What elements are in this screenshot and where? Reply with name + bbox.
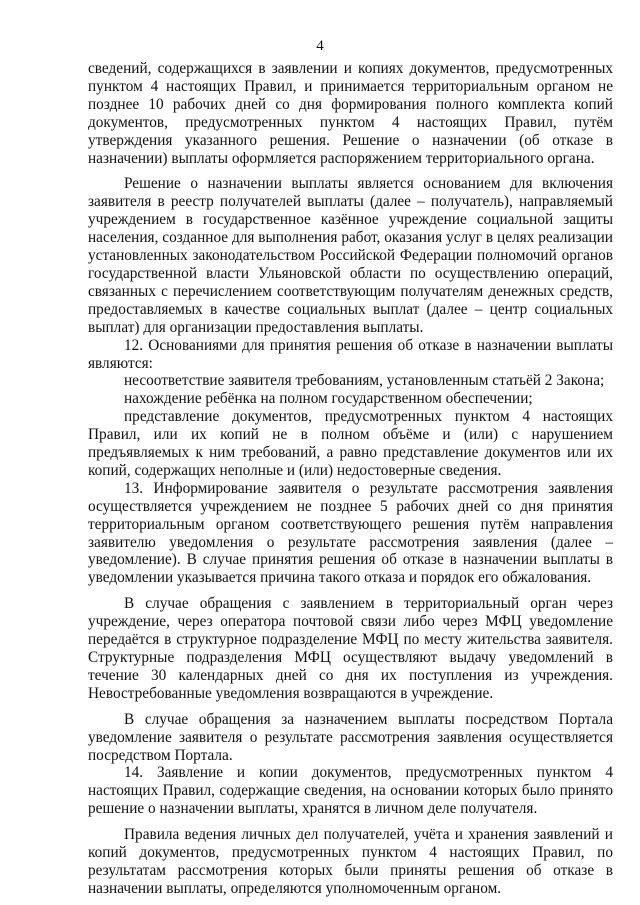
page-number: 4 — [316, 38, 324, 54]
paragraph-13: 13. Информирование заявителя о результате рассмотрения заявления осуществляется учреждением не позднее 5 рабочих дней со дня принятия территориальным органом соответствующего решения путём направления заявителю уведомления о результате рассмотрения заявления (далее – уведомление). В случае принятия решения об отказе в назначении выплаты в уведомлении указывается причина такого отказа и порядок его обжалования. — [88, 479, 613, 587]
paragraph-14-rules: Правила ведения личных дел получателей, учёта и хранения заявлений и копий документов, предусмотренных пунктом 4 настоящих Правил, по результатам рассмотрения которых были приняты решения об отказе в назначении выплаты, определяются уполномоченным органом. — [88, 826, 613, 897]
paragraph-12: 12. Основаниями для принятия решения об отказе в назначении выплаты являются: — [88, 336, 613, 372]
paragraph-13-portal: В случае обращения за назначением выплаты посредством Портала уведомление заявителя о результате рассмотрения заявления осуществляется посредством Портала. — [88, 710, 613, 764]
paragraph-12-item-1: несоответствие заявителя требованиям, установленным статьёй 2 Закона; — [124, 372, 605, 390]
paragraph-12-item-2: нахождение ребёнка на полном государственном обеспечении; — [124, 390, 533, 408]
document-body — [88, 60, 613, 898]
paragraph-continuation: сведений, содержащихся в заявлении и копиях документов, предусмотренных пунктом 4 настоящих Правил, и принимается территориальным органом не позднее 10 рабочих дней со дня формирования полного комплекта копий документов, предусмотренных пунктом 4 настоящих Правил, путём утверждения указанного решения. Решение о назначении (об отказе в назначении) выплаты оформляется распоряжением территориального органа. — [88, 60, 613, 167]
paragraph-12-item-3: представление документов, предусмотренных пунктом 4 настоящих Правил, или их копий не в полном объёме и (или) с нарушением предъявляемых к ним требований, а равно представление документов или их копий, содержащих неполные и (или) недостоверные сведения. — [88, 408, 613, 479]
paragraph-13-mfc: В случае обращения с заявлением в территориальный орган через учреждение, через оператора почтовой связи либо через МФЦ уведомление передаётся в структурное подразделение МФЦ по месту жительства заявителя. Структурные подразделения МФЦ осуществляют выдачу уведомлений в течение 30 календарных дней со дня их поступления из учреждения. Невостребованные уведомления возвращаются в учреждение. — [88, 595, 613, 702]
paragraph-14: 14. Заявление и копии документов, предусмотренных пунктом 4 настоящих Правил, содержащие сведения, на основании которых было принято решение о назначении выплаты, хранятся в личном деле получателя. — [88, 764, 613, 818]
paragraph-decision: Решение о назначении выплаты является основанием для включения заявителя в реестр получателей выплаты (далее – получатель), направляемый учреждением в государственное казённое учреждение социальной защиты населения, созданное для выполнения работ, оказания услуг в целях реализации установленных законодательством Российской Федерации полномочий органов государственной власти Ульяновской области по осуществлению операций, связанных с перечислением соответствующим получателям денежных средств, предоставляемых в качестве социальных выплат (далее – центр социальных выплат) для организации предоставления выплаты. — [88, 175, 613, 336]
